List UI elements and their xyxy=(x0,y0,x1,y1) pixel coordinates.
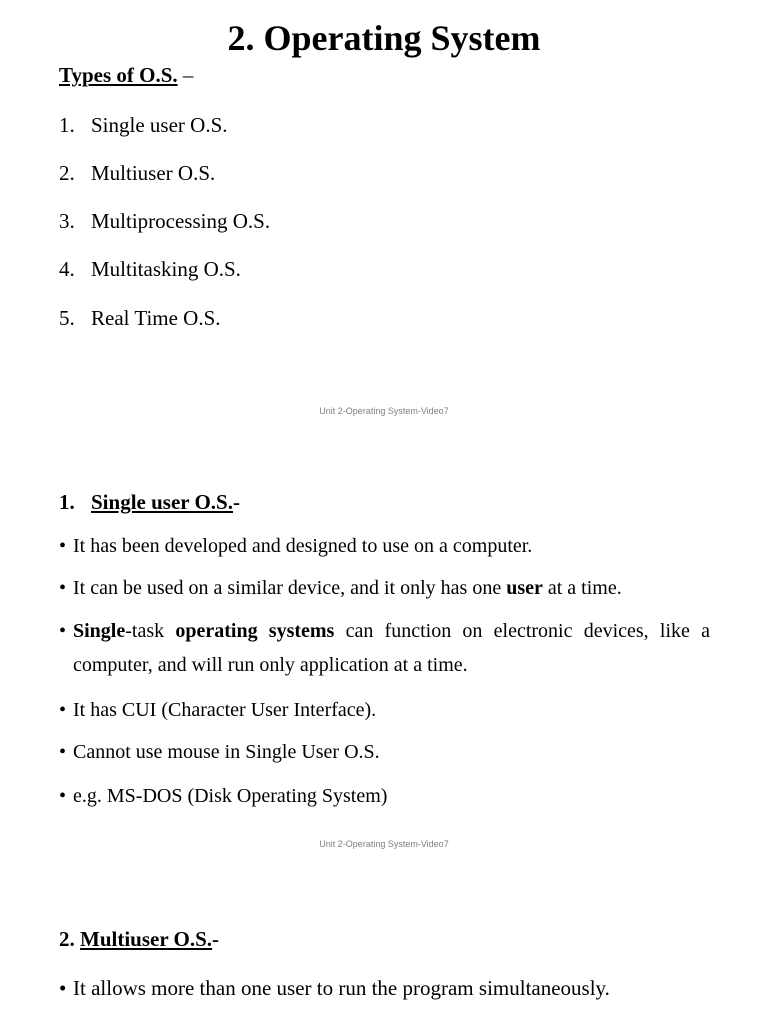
bullet-text-mid: -task xyxy=(125,620,176,642)
bullet-text-bold: user xyxy=(506,577,543,599)
section-number: 2. xyxy=(59,927,75,951)
bullet-item xyxy=(59,975,610,1001)
bullet-item xyxy=(59,739,380,765)
list-item-number: 2. xyxy=(59,161,75,185)
bullet-icon: • xyxy=(59,976,67,1000)
bullet-icon: • xyxy=(59,620,67,642)
bullet-icon: • xyxy=(59,577,67,599)
list-item xyxy=(59,256,241,282)
bullet-text-bold: operating systems xyxy=(175,620,335,642)
list-item xyxy=(59,160,215,186)
list-item xyxy=(59,112,228,138)
list-item-text: Single user O.S. xyxy=(91,113,228,137)
types-heading-suffix: – xyxy=(177,63,194,87)
bullet-text-post: at a time. xyxy=(542,577,622,599)
bullet-icon: • xyxy=(59,535,67,557)
section-title: Single user O.S. xyxy=(91,490,233,514)
list-item-text: Multitasking O.S. xyxy=(91,257,241,281)
bullet-item xyxy=(59,575,622,601)
list-item-number: 5. xyxy=(59,306,75,330)
bullet-icon: • xyxy=(59,785,67,807)
list-item-number: 4. xyxy=(59,257,75,281)
section-number: 1. xyxy=(59,490,75,514)
types-heading xyxy=(59,62,193,88)
list-item-text: Real Time O.S. xyxy=(91,306,221,330)
bullet-text xyxy=(73,614,710,682)
types-heading-label: Types of O.S. xyxy=(59,63,178,87)
bullet-item xyxy=(59,783,387,809)
bullet-text: It allows more than one user to run the program simultaneously. xyxy=(73,976,610,1000)
bullet-text: It has CUI (Character User Interface). xyxy=(73,699,377,721)
bullet-text-bold: Single xyxy=(73,620,126,642)
list-item xyxy=(59,208,270,234)
bullet-icon: • xyxy=(59,741,67,763)
bullet-item xyxy=(59,533,532,559)
bullet-text-pre: It can be used on a similar device, and it only has one xyxy=(73,577,507,599)
section-suffix: - xyxy=(232,490,240,514)
list-item-number: 1. xyxy=(59,113,75,137)
section-heading-single-user xyxy=(59,489,240,515)
slide-footer: Unit 2-Operating System-Video7 xyxy=(319,406,449,416)
bullet-text-post: can function on electronic devices, like a computer, and will run only application at a time. xyxy=(73,620,710,676)
slide-footer: Unit 2-Operating System-Video7 xyxy=(319,839,449,849)
bullet-icon: • xyxy=(59,699,67,721)
bullet-text: e.g. MS-DOS (Disk Operating System) xyxy=(73,785,388,807)
page-title: 2. Operating System xyxy=(227,18,541,58)
bullet-item xyxy=(59,697,376,723)
list-item-number: 3. xyxy=(59,209,75,233)
bullet-text: Cannot use mouse in Single User O.S. xyxy=(73,741,380,763)
list-item-text: Multiuser O.S. xyxy=(91,161,216,185)
list-item xyxy=(59,305,221,331)
list-item-text: Multiprocessing O.S. xyxy=(91,209,271,233)
section-heading-multiuser xyxy=(59,926,219,952)
bullet-item xyxy=(59,614,710,682)
bullet-text: It has been developed and designed to use on a computer. xyxy=(73,535,533,557)
section-title: Multiuser O.S. xyxy=(80,927,213,951)
section-suffix: - xyxy=(212,927,220,951)
